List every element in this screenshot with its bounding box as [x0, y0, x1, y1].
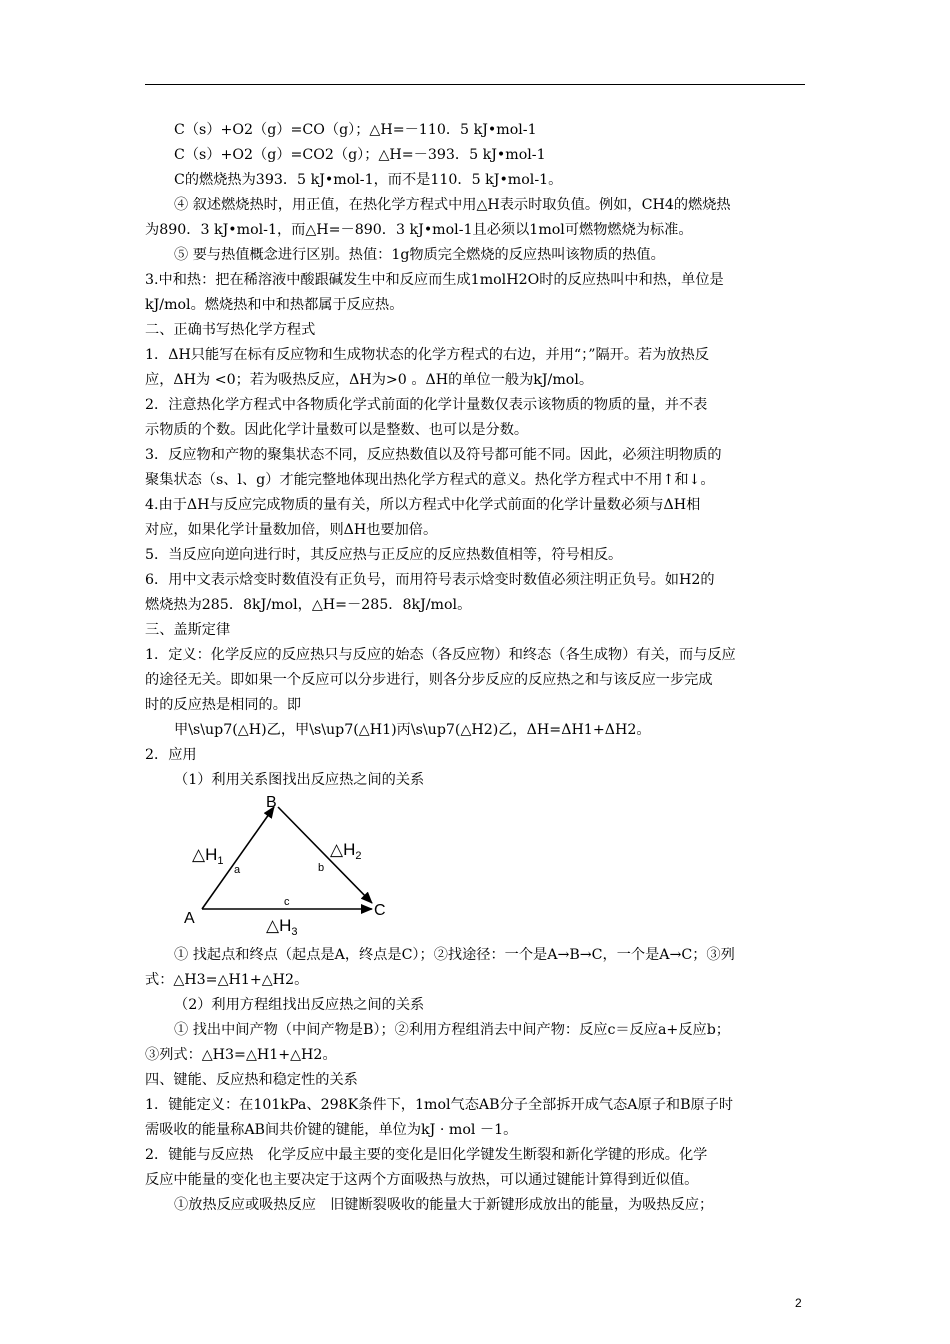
text-line: 应，ΔH为 <0；若为吸热反应，ΔH为>0 。ΔH的单位一般为kJ/mol。	[145, 372, 594, 388]
text-line: 对应，如果化学计量数加倍，则ΔH也要加倍。	[145, 522, 438, 538]
path-c-label: c	[284, 896, 290, 908]
text-line: 2．应用	[145, 747, 197, 763]
text-line: ③列式：△H3=△H1+△H2。	[145, 1047, 337, 1063]
text-line: 1．定义：化学反应的反应热只与反应的始态（各反应物）和终态（各生成物）有关，而与反应	[145, 647, 736, 663]
point-b-label: B	[266, 794, 277, 811]
dh2-subscript: 2	[355, 850, 362, 862]
dh3-symbol: △H	[266, 916, 292, 935]
text-line: 燃烧热为285．8kJ/mol，△H=－285．8kJ/mol。	[145, 597, 472, 613]
text-line: 示物质的个数。因此化学计量数可以是整数、也可以是分数。	[145, 422, 529, 438]
text-line: 式：△H3=△H1+△H2。	[145, 972, 309, 988]
dh1-label	[192, 845, 223, 867]
text-line: ① 找出中间产物（中间产物是B）；②利用方程组消去中间产物：反应c＝反应a+反应b；	[174, 1022, 730, 1038]
text-line: 3．反应物和产物的聚集状态不同，反应热数值以及符号都可能不同。因此，必须注明物质的	[145, 447, 722, 463]
text-line: ① 找起点和终点（起点是A，终点是C）；②找途径：一个是A→B→C，一个是A→C；③列	[174, 947, 735, 963]
text-line: 聚集状态（s、l、g）才能完整地体现出热化学方程式的意义。热化学方程式中不用↑和↓。	[145, 472, 715, 488]
dh2-symbol: △H	[330, 840, 356, 859]
text-block-bottom	[145, 943, 810, 1218]
text-line: 1．键能定义：在101kPa、298K条件下，1mol气态AB分子全部拆开成气态A原子和B原子时	[145, 1097, 734, 1113]
text-line: ①放热反应或吸热反应 旧键断裂吸收的能量大于新键形成放出的能量，为吸热反应；	[174, 1197, 714, 1213]
text-line: C（s）+O2（g）=CO（g）；△H=－110．5 kJ•mol-1	[174, 122, 537, 138]
text-line: 时的反应热是相同的。即	[145, 697, 302, 713]
text-line: （2）利用方程组找出反应热之间的关系	[174, 997, 425, 1013]
dh3-label	[266, 916, 297, 938]
text-line: 6．用中文表示焓变时数值没有正负号，而用符号表示焓变时数值必须注明正负号。如H2的	[145, 572, 715, 588]
point-c-label: C	[374, 902, 386, 919]
dh1-subscript: 1	[217, 855, 224, 867]
text-line: 甲\s\up7(△H)乙，甲\s\up7(△H1)丙\s\up7(△H2)乙，ΔH=ΔH1+ΔH2。	[174, 722, 651, 738]
text-line: ⑤ 要与热值概念进行区别。热值：1g物质完全燃烧的反应热叫该物质的热值。	[174, 247, 665, 263]
triangle-diagram-svg	[180, 793, 410, 941]
header-rule	[145, 84, 805, 85]
text-line: ④ 叙述燃烧热时，用正值，在热化学方程式中用△H表示时取负值。例如，CH4的燃烧热	[174, 197, 731, 213]
text-line: C的燃烧热为393．5 kJ•mol-1，而不是110．5 kJ•mol-1。	[174, 172, 563, 188]
text-line: 2．注意热化学方程式中各物质化学式前面的化学计量数仅表示该物质的物质的量，并不表	[145, 397, 708, 413]
dh2-label	[330, 840, 361, 862]
page-number: 2	[795, 1296, 802, 1310]
page-content	[145, 118, 810, 1218]
text-line: 四、键能、反应热和稳定性的关系	[145, 1072, 358, 1088]
text-line: 4.由于ΔH与反应完成物质的量有关，所以方程式中化学式前面的化学计量数必须与ΔH相	[145, 497, 701, 513]
text-line: kJ/mol。燃烧热和中和热都属于反应热。	[145, 297, 404, 313]
text-line: 需吸收的能量称AB间共价键的键能，单位为kJ · mol －1。	[145, 1122, 518, 1138]
text-line: C（s）+O2（g）=CO2（g）；△H=－393．5 kJ•mol-1	[174, 147, 546, 163]
path-a-label: a	[234, 864, 241, 876]
text-line: 的途径无关。即如果一个反应可以分步进行，则各分步反应的反应热之和与该反应一步完成	[145, 672, 713, 688]
text-line: 1．ΔH只能写在标有反应物和生成物状态的化学方程式的右边，并用“；”隔开。若为放热反	[145, 347, 709, 363]
text-line: 为890．3 kJ•mol-1，而△H=－890．3 kJ•mol-1且必须以1mol可燃物燃烧为标准。	[145, 222, 693, 238]
path-b-label: b	[318, 862, 325, 874]
text-line: 3.中和热：把在稀溶液中酸跟碱发生中和反应而生成1molH2O时的反应热叫中和热，单位是	[145, 272, 724, 288]
text-line: 反应中能量的变化也主要决定于这两个方面吸热与放热，可以通过键能计算得到近似值。	[145, 1172, 699, 1188]
dh1-symbol: △H	[192, 845, 218, 864]
text-line: （1）利用关系图找出反应热之间的关系	[174, 772, 425, 788]
text-block-top	[145, 118, 810, 793]
point-a-label: A	[184, 910, 195, 927]
text-line: 2．键能与反应热 化学反应中最主要的变化是旧化学键发生断裂和新化学键的形成。化学	[145, 1147, 708, 1163]
hess-law-diagram	[145, 793, 810, 943]
text-line: 5．当反应向逆向进行时，其反应热与正反应的反应热数值相等，符号相反。	[145, 547, 623, 563]
dh3-subscript: 3	[291, 926, 298, 938]
text-line: 二、正确书写热化学方程式	[145, 322, 316, 338]
text-line: 三、盖斯定律	[145, 622, 231, 638]
